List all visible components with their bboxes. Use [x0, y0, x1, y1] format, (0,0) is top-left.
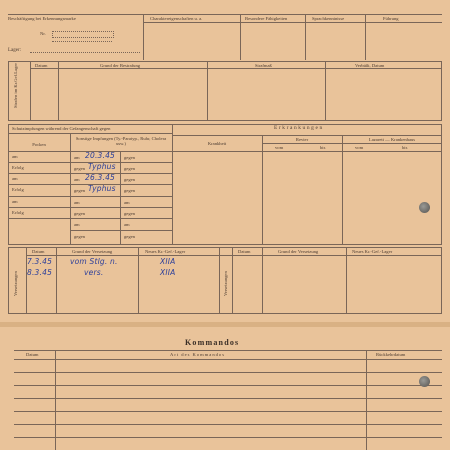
- vacc-col-pox: Pocken: [32, 142, 46, 147]
- vacc-right-label: am: [124, 222, 130, 227]
- vacc-row-label: am: [12, 176, 18, 181]
- ill-col-sickbay: Revier: [295, 137, 309, 142]
- transfer-right-col-date: Datum: [238, 249, 251, 254]
- punish-col-date: Datum: [35, 63, 48, 68]
- punch-hole: [419, 202, 430, 213]
- nr-label: Nr.: [40, 31, 46, 36]
- transfer-row2-date: 8.3.45: [27, 268, 53, 277]
- abilities-label: Besondere Fähigkeiten: [245, 16, 288, 21]
- punish-col-served: Verbüßt, Datum: [355, 63, 385, 68]
- nr-field: [52, 31, 114, 38]
- transfers-side-label: Versetzungen: [13, 271, 18, 296]
- vacc-cell-prefix: gegen: [74, 166, 85, 171]
- kommandos-row-rule: [14, 424, 442, 425]
- vacc-cell-prefix: gegen: [74, 234, 85, 239]
- kommandos-row-rule: [14, 411, 442, 412]
- ill-col-hospital: Lazarett — Krankenhaus: [368, 137, 416, 142]
- punishments-side-label: Strafen im Kr.Gef.Lager: [13, 63, 18, 108]
- sickbay-from: vom: [275, 145, 284, 150]
- vacc-cell-prefix: gegen: [74, 188, 85, 193]
- vacc-cell-prefix: am: [74, 200, 80, 205]
- vacc-right-label: gegen: [124, 211, 135, 216]
- vacc-cell-handwritten: 26.3.45: [85, 173, 116, 182]
- transfer-col-date: Datum: [32, 249, 45, 254]
- ill-header: Erkrankungen: [274, 125, 324, 131]
- kommandos-row-rule: [14, 437, 442, 438]
- transfer-row1-camp: XIIA: [160, 257, 176, 266]
- transfer-right-col-reason: Grund der Versetzung: [278, 249, 319, 254]
- vacc-row-label: Erfolg: [12, 187, 24, 192]
- vacc-row-label: Erfolg: [12, 165, 24, 170]
- vacc-cell-prefix: am: [74, 177, 80, 182]
- vacc-cell-prefix: am: [74, 155, 80, 160]
- vacc-cell-handwritten: Typhus: [88, 184, 116, 193]
- vacc-cell-handwritten: 20.3.45: [85, 151, 116, 160]
- hospital-from: vom: [355, 145, 364, 150]
- komm-col-date: Datum: [26, 352, 39, 357]
- transfer-row1-reason: vom Stlg. n.: [70, 257, 118, 266]
- vacc-row-label: am: [12, 199, 18, 204]
- employment-label: Beschäftigung bei Erkennungsmarke: [8, 16, 76, 21]
- punch-hole-bottom: [419, 376, 430, 387]
- ill-col-illness: Krankheit: [207, 141, 227, 146]
- vacc-col-other: Sonstige Impfungen (Ty.-Paratyp., Ruhr, Cholera usw.): [75, 136, 167, 146]
- transfer-row2-reason: vers.: [84, 268, 104, 277]
- vacc-right-label: am: [124, 200, 130, 205]
- traits-label: Charaktereigenschaften u. a.: [150, 16, 203, 21]
- vacc-right-label: gegen: [124, 166, 135, 171]
- vacc-header: Schutzimpfungen während der Gefangenschaft gegen: [12, 126, 111, 131]
- kommandos-row-rule: [14, 398, 442, 399]
- transfers-right-side-label: Versetzungen: [223, 271, 228, 296]
- hospital-to: bis: [402, 145, 408, 150]
- kommandos-row-rule: [14, 385, 442, 386]
- kommandos-title: Kommandos: [185, 338, 240, 347]
- komm-col-return: Rückkehrdatum: [376, 352, 406, 357]
- vacc-row-label: am: [12, 154, 18, 159]
- transfer-right-col-camp: Neues Kr.-Gef.-Lager: [352, 249, 393, 254]
- languages-label: Sprachkenntnisse: [312, 16, 345, 21]
- punish-col-reason: Grund der Bestrafung: [100, 63, 141, 68]
- vacc-right-label: gegen: [124, 188, 135, 193]
- vacc-cell-handwritten: Typhus: [88, 162, 116, 171]
- vacc-right-label: gegen: [124, 234, 135, 239]
- transfer-col-camp: Neues Kr.-Gef.-Lager: [145, 249, 186, 254]
- vacc-row-label: Erfolg: [12, 210, 24, 215]
- vacc-right-label: gegen: [124, 177, 135, 182]
- transfer-col-reason: Grund der Versetzung: [72, 249, 113, 254]
- transfer-row2-camp: XIIA: [160, 268, 176, 277]
- vacc-right-label: gegen: [124, 155, 135, 160]
- conduct-label: Führung: [383, 16, 399, 21]
- vacc-cell-prefix: am: [74, 222, 80, 227]
- vacc-cell-prefix: gegen: [74, 211, 85, 216]
- komm-col-type: Art des Kommandos: [170, 352, 226, 357]
- punish-col-penalty: Strafmaß: [255, 63, 272, 68]
- transfer-row1-date: 7.3.45: [27, 257, 53, 266]
- kommandos-row-rule: [14, 372, 442, 373]
- camp-label: Lager:: [8, 48, 22, 53]
- sickbay-to: bis: [320, 145, 326, 150]
